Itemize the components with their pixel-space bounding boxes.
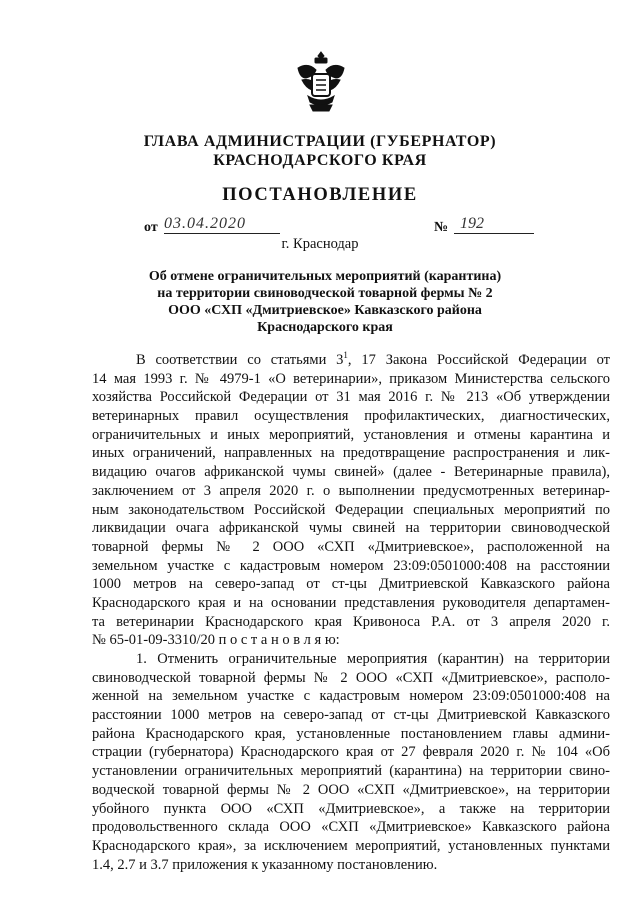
preamble-line: хозяйства Российской Федерации от 31 мая 2016 г. № 213 «Об утверждении bbox=[92, 389, 610, 406]
point1-line: страции (губернатора) Краснодарского края от 27 февраля 2020 г. № 104 «Об bbox=[92, 744, 610, 761]
point1-line: 1. Отменить ограничительные мероприятия (карантин) на территории bbox=[136, 651, 610, 667]
city-line: г. Краснодар bbox=[281, 236, 359, 252]
point1-line: водческой товарной фермы № 2 ООО «СХП «Дмитриевское», на территории bbox=[92, 781, 610, 798]
handwritten-number: 192 bbox=[454, 215, 534, 234]
point1-line: установлении ограничительных мероприятий (карантина) на территории свино- bbox=[92, 763, 610, 780]
subject-line: Краснодарского края bbox=[257, 320, 393, 335]
subject-line: на территории свиноводческой товарной фермы № 2 bbox=[157, 286, 493, 301]
point1-line: Краснодарского края», за исключением мероприятий, установленных пунктами bbox=[92, 837, 610, 854]
preamble-line: земельном участке с кадастровым номером 23:09:0501000:408 на расстоянии bbox=[92, 557, 610, 574]
point1-line: 1.4, 2.7 и 3.7 приложения к указанному постановлению. bbox=[92, 856, 438, 873]
preamble-line: иных ограничений, направленных на предотвращение распространения и лик- bbox=[92, 445, 610, 462]
preamble-line: ликвидации очага африканской чумы свиней на территории свиноводческой bbox=[92, 520, 610, 537]
coat-of-arms-emblem bbox=[296, 50, 346, 114]
preamble-line: Краснодарского края и на основании представления руководителя департамен- bbox=[92, 594, 610, 611]
point1-line: убойного пункта ООО «СХП «Дмитриевское», а также на территории bbox=[92, 800, 610, 817]
preamble-line: 1000 метров на северо-запад от ст-цы Дмитриевской Кавказского района bbox=[92, 576, 610, 593]
preamble-line: товарной фермы № 2 ООО «СХП «Дмитриевское», расположенной на bbox=[92, 538, 610, 555]
point1-line: продовольственного склада ООО «СХП «Дмитриевское» Кавказского района bbox=[92, 819, 610, 836]
preamble-line: ветеринарных правил осуществления профилактических, диагностических, bbox=[92, 408, 610, 425]
preamble-line: ным законодательством Российской Федерации специальных мероприятий по bbox=[92, 501, 610, 518]
authority-line-1: ГЛАВА АДМИНИСТРАЦИИ (ГУБЕРНАТОР) bbox=[143, 133, 497, 150]
point1-line: расстоянии 1000 метров на северо-запад от ст-цы Дмитриевской Кавказского bbox=[92, 707, 610, 724]
preamble-text: В соответствии со статьями 3 bbox=[136, 352, 344, 368]
superscript: 1 bbox=[343, 350, 348, 360]
subject-heading bbox=[120, 268, 530, 336]
point1-line: района Краснодарского края, установленные постановлением главы админи- bbox=[92, 725, 610, 742]
preamble-text: , 17 Закона Российской Федерации от bbox=[347, 352, 610, 368]
preamble-line: заключением от 3 апреля 2020 г. о выполнении предусмотренных ветеринар- bbox=[92, 482, 610, 499]
preamble-line: ограничительных и иных мероприятий, установления и отмены карантина и bbox=[92, 426, 610, 443]
preamble-line: 14 мая 1993 г. № 4979-1 «О ветеринарии», приказом Министерства сельского bbox=[92, 370, 610, 387]
date-prefix: от bbox=[144, 220, 158, 235]
subject-line: Об отмене ограничительных мероприятий (карантина) bbox=[148, 269, 502, 284]
preamble-line: № 65-01-09-3310/20 п о с т а н о в л я ю: bbox=[92, 632, 340, 649]
preamble-line bbox=[92, 351, 610, 370]
preamble-line: видацию очагов африканской чумы свиней» (далее - Ветеринарные правила), bbox=[92, 464, 610, 481]
number-prefix: № bbox=[434, 220, 449, 235]
point1-line: свиноводческой товарной фермы № 2 ООО «СХП «Дмитриевское», располо- bbox=[92, 669, 610, 686]
document-type-title: ПОСТАНОВЛЕНИЕ bbox=[222, 185, 418, 205]
preamble-line: та ветеринарии Краснодарского края Кривоноса Р.А. от 3 апреля 2020 г. bbox=[92, 613, 610, 630]
point1-line: женной на земельном участке с кадастровым номером 23:09:0501000:408 на bbox=[92, 688, 610, 705]
document-body bbox=[92, 351, 610, 874]
subject-line: ООО «СХП «Дмитриевское» Кавказского района bbox=[168, 303, 482, 318]
handwritten-date: 03.04.2020 bbox=[164, 215, 280, 234]
authority-line-2: КРАСНОДАРСКОГО КРАЯ bbox=[213, 152, 427, 169]
